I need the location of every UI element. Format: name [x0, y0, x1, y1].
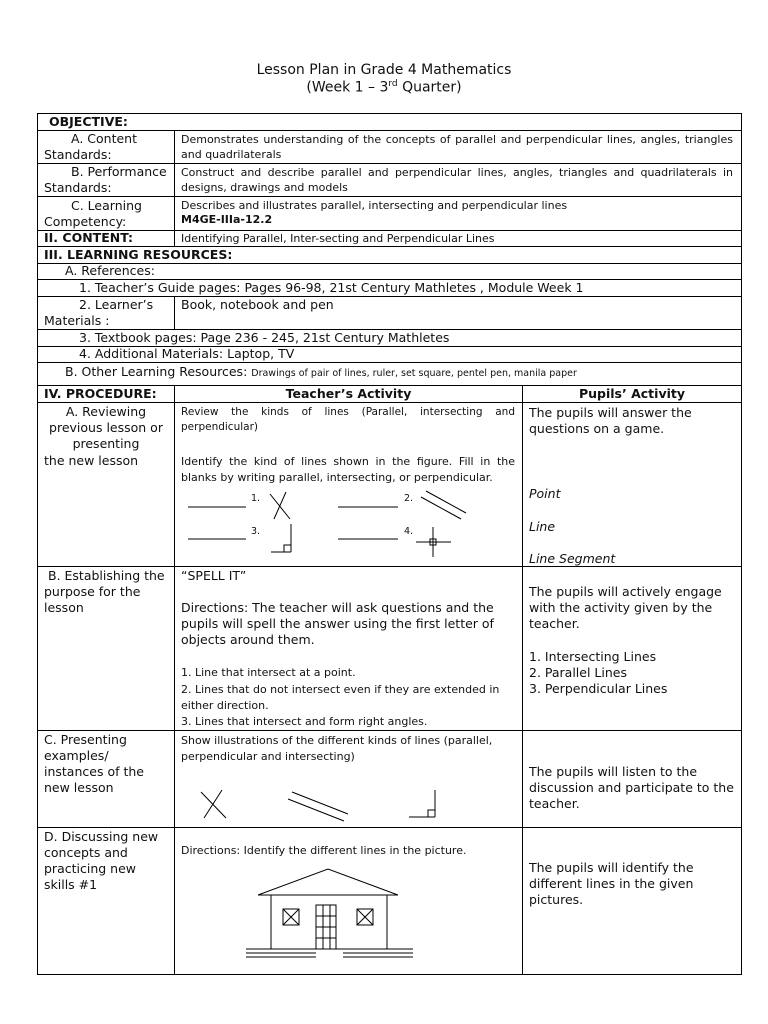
- row-b-label-1: B. Establishing the: [48, 568, 165, 583]
- intersecting-lines-figure: [270, 492, 290, 519]
- pupils-activity-header: Pupils’ Activity: [578, 386, 686, 401]
- row-a-label-4: the new lesson: [44, 453, 139, 468]
- textbook-pages-text: 3. Textbook pages: Page 236 - 245, 21st Century Mathletes: [79, 330, 450, 345]
- lines-worksheet-figure: [186, 489, 506, 559]
- house-picture: [243, 867, 483, 961]
- learning-competency-label-2: Competency:: [44, 214, 127, 229]
- teacher-activity-header: Teacher’s Activity: [285, 386, 412, 401]
- content-standards-label-2: Standards:: [44, 147, 112, 162]
- references-label: A. References:: [65, 263, 155, 278]
- parallel-lines-figure: [288, 792, 348, 821]
- intersecting-lines-figure: [201, 790, 226, 818]
- row-c-label-2: examples/: [44, 748, 109, 763]
- row-b-pupils-text: The pupils will actively engage with the activity given by the teacher.: [529, 584, 722, 631]
- other-resources-text: B. Other Learning Resources: Drawings of pair of lines, ruler, set square, pentel pen, manila paper: [65, 364, 577, 379]
- row-a-teacher-directions: Identify the kind of lines shown in the figure. Fill in the blanks by writing parallel, intersecting, or perpendicular.: [181, 455, 515, 484]
- row-d-label-4: skills #1: [44, 877, 98, 892]
- procedure-heading: IV. PROCEDURE:: [44, 386, 157, 401]
- row-a-pupils-item-point: Point: [529, 486, 561, 501]
- row-b-teacher-item-3: 3. Lines that intersect and form right angles.: [181, 715, 428, 728]
- row-b-teacher-item-1: 1. Line that intersect at a point.: [181, 666, 356, 679]
- document-subtitle: (Week 1 – 3rd Quarter): [306, 79, 462, 96]
- content-heading: II. CONTENT:: [44, 230, 134, 245]
- row-b-pupils-item-1: 1. Intersecting Lines: [529, 649, 657, 664]
- row-a-pupils-item-line: Line: [529, 519, 556, 534]
- row-b-teacher-title: “SPELL IT”: [181, 568, 247, 583]
- perpendicular-lines-figure: [271, 524, 291, 552]
- crossing-perpendicular-figure: [416, 527, 451, 557]
- row-b-teacher-directions: Directions: The teacher will ask questions and the pupils will spell the answer using the first letter of objects around them.: [181, 600, 494, 647]
- row-b-label-2: purpose for the: [44, 584, 141, 599]
- parallel-lines-figure: [421, 491, 466, 519]
- additional-materials-text: 4. Additional Materials: Laptop, TV: [79, 346, 295, 361]
- row-d-teacher-text: Directions: Identify the different lines in the picture.: [181, 844, 467, 857]
- kinds-of-lines-figure: [198, 786, 448, 822]
- row-a-pupils-item-segment: Line Segment: [529, 551, 616, 566]
- learners-materials-text: Book, notebook and pen: [181, 297, 334, 312]
- fig-num-4: 4.: [404, 526, 414, 537]
- row-a-label-1: A. Reviewing: [65, 404, 147, 419]
- performance-standards-label: B. Performance: [71, 164, 167, 179]
- content-standards-text: Demonstrates understanding of the concepts of parallel and perpendicular lines, angles, triangles and quadrilaterals: [181, 133, 733, 161]
- perpendicular-lines-figure: [409, 790, 435, 817]
- row-b-label-3: lesson: [44, 600, 84, 615]
- row-d-label-3: practicing new: [44, 861, 136, 876]
- row-c-label-3: instances of the: [44, 764, 144, 779]
- learners-materials-label-2: Materials :: [44, 313, 110, 328]
- row-c-label-4: new lesson: [44, 780, 114, 795]
- performance-standards-text: Construct and describe parallel and perpendicular lines, angles, triangles and quadrilaterals in designs, drawings and models: [181, 166, 733, 194]
- content-text: Identifying Parallel, Inter-secting and Perpendicular Lines: [181, 232, 495, 245]
- learning-competency-text: Describes and illustrates parallel, intersecting and perpendicular lines: [181, 199, 568, 212]
- row-d-pupils-text: The pupils will identify the different lines in the given pictures.: [529, 860, 694, 907]
- row-c-pupils-text: The pupils will listen to the discussion and participate to the teacher.: [529, 764, 734, 811]
- row-c-teacher-text: Show illustrations of the different kinds of lines (parallel, perpendicular and intersecting): [181, 734, 493, 763]
- row-a-pupils-text: The pupils will answer the questions on a game.: [529, 405, 692, 436]
- fig-num-1: 1.: [251, 493, 261, 504]
- learning-competency-label: C. Learning: [71, 198, 142, 213]
- fig-num-3: 3.: [251, 526, 261, 537]
- row-c-label-1: C. Presenting: [44, 732, 127, 747]
- objective-heading: OBJECTIVE:: [49, 114, 128, 129]
- row-b-pupils-item-2: 2. Parallel Lines: [529, 665, 627, 680]
- row-a-teacher-intro: Review the kinds of lines (Parallel, intersecting and perpendicular): [181, 406, 515, 433]
- learners-materials-label: 2. Learner’s: [79, 297, 154, 312]
- fig-num-2: 2.: [404, 493, 414, 504]
- row-a-label-2: previous lesson or: [49, 420, 163, 435]
- document-title: Lesson Plan in Grade 4 Mathematics: [256, 62, 512, 78]
- lesson-plan-table: [37, 113, 742, 975]
- row-b-pupils-item-3: 3. Perpendicular Lines: [529, 681, 668, 696]
- row-a-label-3: presenting: [72, 436, 140, 451]
- performance-standards-label-2: Standards:: [44, 180, 112, 195]
- row-d-label-2: concepts and: [44, 845, 128, 860]
- row-d-label-1: D. Discussing new: [44, 829, 159, 844]
- row-b-teacher-item-2: 2. Lines that do not intersect even if they are extended in either direction.: [181, 683, 500, 712]
- competency-code: M4GE-IIIa-12.2: [181, 213, 273, 226]
- learning-resources-heading: III. LEARNING RESOURCES:: [44, 247, 233, 262]
- content-standards-label: A. Content: [71, 131, 137, 146]
- teachers-guide-text: 1. Teacher’s Guide pages: Pages 96-98, 21st Century Mathletes , Module Week 1: [79, 280, 584, 295]
